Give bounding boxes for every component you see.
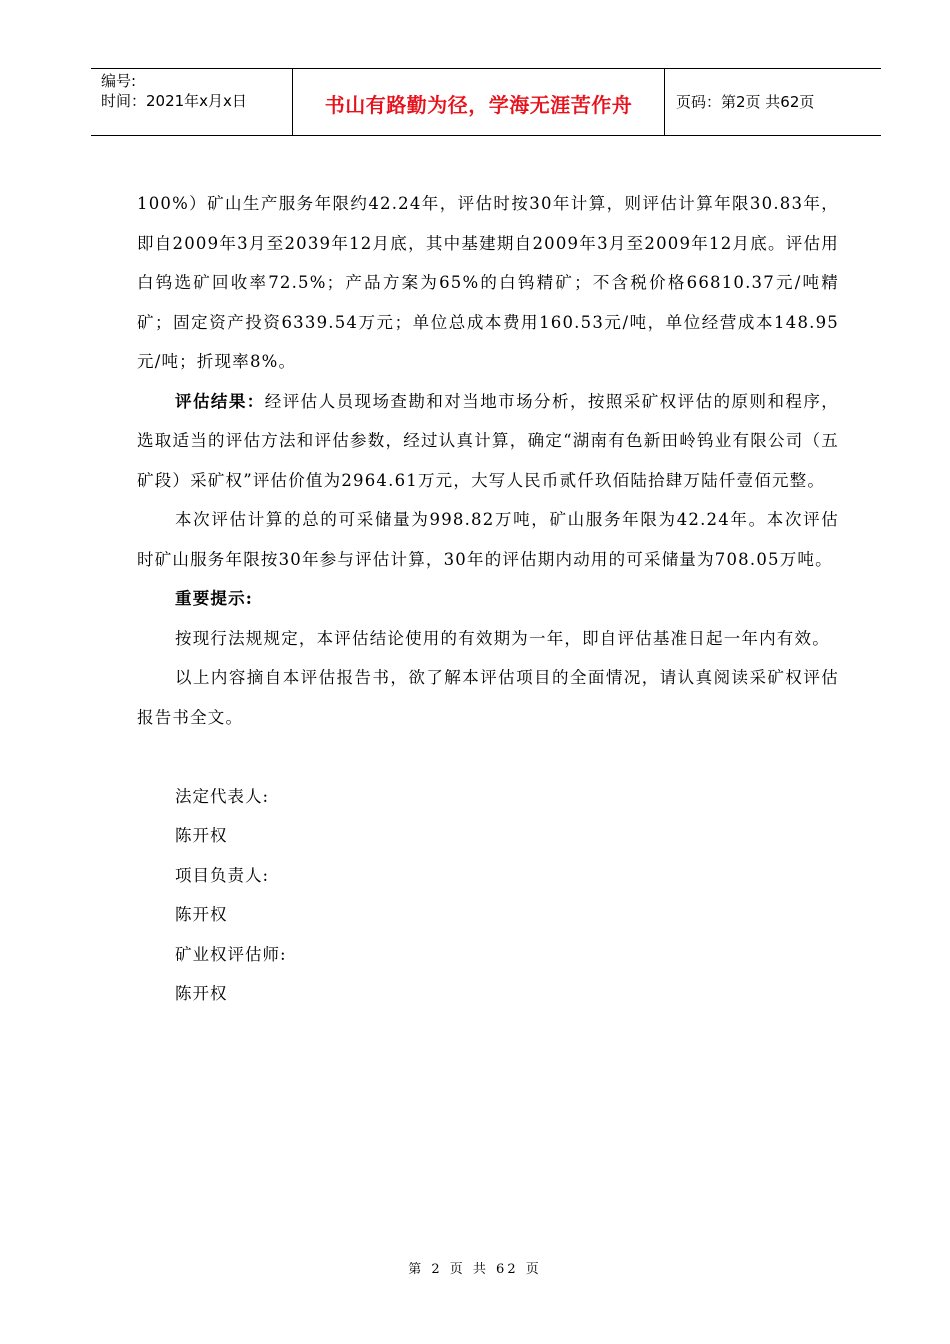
header-meta xyxy=(101,71,247,111)
spacer xyxy=(137,737,839,777)
notice-heading: 重要提示: xyxy=(175,589,254,608)
project-lead-label: 项目负责人: xyxy=(175,865,270,885)
header-motto: 书山有路勤为径，学海无涯苦作舟 xyxy=(324,93,633,117)
project-lead-name: 陈开权 xyxy=(175,905,228,924)
paragraph-reserves: 本次评估计算的总的可采储量为998.82万吨，矿山服务年限为42.24年。本次评估时矿山服务年限按30年参与评估计算，30年的评估期内动用的可采储量为708.05万吨。 xyxy=(137,510,839,569)
header-divider xyxy=(664,69,665,135)
appraiser-label: 矿业权评估师: xyxy=(175,944,287,964)
page-footer: 第 2 页 共 62 页 xyxy=(408,1262,542,1277)
document-body xyxy=(137,184,839,1014)
paragraph-result xyxy=(137,382,839,501)
result-heading: 评估结果： xyxy=(175,391,265,411)
document-time-label: 时间：2021年x月x日 xyxy=(101,92,247,110)
paragraph-excerpt-note: 以上内容摘自本评估报告书，欲了解本评估项目的全面情况，请认真阅读采矿权评估报告书全文。 xyxy=(137,668,839,727)
legal-rep-label: 法定代表人: xyxy=(175,786,270,806)
document-code-label: 编号: xyxy=(101,72,137,90)
paragraph-parameters: 100%）矿山生产服务年限约42.24年，评估时按30年计算，则评估计算年限30.83年，即自2009年3月至2039年12月底，其中基建期自2009年3月至2009年12月底。评估用白钨选矿回收率72.5%；产品方案为65%的白钨精矿；不含税价格66810.37元/吨精矿；固定资产投资6339.54万元；单位总成本费用160.53元/吨，单位经营成本148.95元/吨；折现率8%。 xyxy=(137,194,839,371)
paragraph-validity: 按现行法规规定，本评估结论使用的有效期为一年，即自评估基准日起一年内有效。 xyxy=(175,628,830,648)
result-text: 经评估人员现场查勘和对当地市场分析，按照采矿权评估的原则和程序，选取适当的评估方法和评估参数，经过认真计算，确定“湖南有色新田岭钨业有限公司（五矿段）采矿权”评估价值为2964.61万元，大写人民币贰仟玖佰陆拾肆万陆仟壹佰元整。 xyxy=(137,391,839,490)
page-header xyxy=(91,68,881,136)
legal-rep-name: 陈开权 xyxy=(175,826,228,845)
appraiser-name: 陈开权 xyxy=(175,984,228,1003)
header-page-number: 页码：第2页 共62页 xyxy=(676,93,815,111)
